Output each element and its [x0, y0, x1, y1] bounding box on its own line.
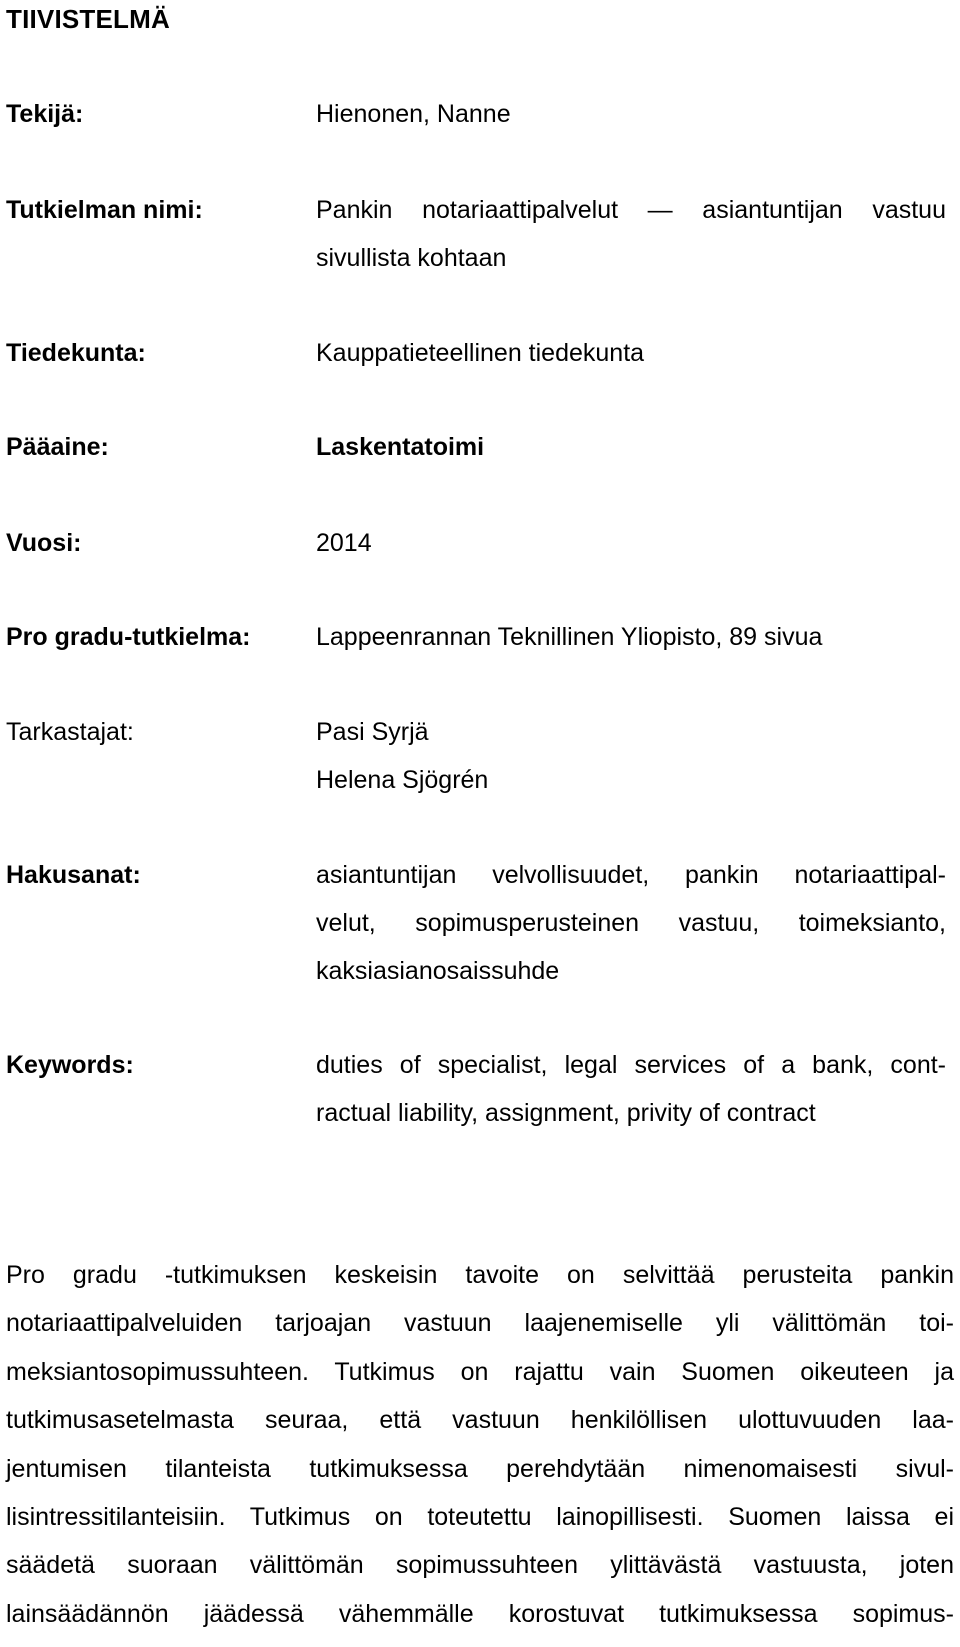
examiner-name: Helena Sjögrén	[316, 766, 489, 794]
year-label: Vuosi:	[6, 529, 82, 557]
abstract-line: tutkimusasetelmasta seuraa, että vastuun henkilöllisen ulottuvuuden laa-	[6, 1406, 954, 1435]
author-value: Hienonen, Nanne	[316, 100, 511, 128]
thesis-type-label: Pro gradu-tutkielma:	[6, 623, 251, 651]
major-label: Pääaine:	[6, 433, 109, 461]
faculty-value: Kauppatieteellinen tiedekunta	[316, 339, 645, 367]
search-terms-line: asiantuntijan velvollisuudet, pankin notariaattipal-	[316, 861, 946, 889]
search-terms-line: kaksiasianosaissuhde	[316, 957, 560, 985]
search-terms-label: Hakusanat:	[6, 861, 141, 889]
keywords-label: Keywords:	[6, 1051, 134, 1079]
thesis-name-value	[316, 195, 946, 291]
keywords-value	[316, 1050, 946, 1146]
abstract-paragraph	[6, 1260, 954, 1647]
abstract-line: jentumisen tilanteista tutkimuksessa perehdytään nimenomaisesti sivul-	[6, 1454, 954, 1483]
thesis-name-line: Pankin notariaattipalvelut — asiantuntijan vastuu	[316, 196, 946, 224]
abstract-line: lisintressitilanteisiin. Tutkimus on toteutettu lainopillisesti. Suomen laissa ei	[6, 1502, 954, 1531]
examiners-label: Tarkastajat:	[6, 718, 134, 746]
faculty-label: Tiedekunta:	[6, 339, 146, 367]
page-title: TIIVISTELMÄ	[6, 4, 170, 34]
examiner-name: Pasi Syrjä	[316, 718, 429, 746]
keywords-line: ractual liability, assignment, privity of contract	[316, 1099, 816, 1127]
major-value: Laskentatoimi	[316, 433, 485, 461]
year-value: 2014	[316, 529, 372, 557]
keywords-line: duties of specialist, legal services of a bank, cont-	[316, 1051, 946, 1079]
abstract-line: notariaattipalveluiden tarjoajan vastuun laajenemiselle yli välittömän toi-	[6, 1309, 954, 1338]
thesis-name-line: sivullista kohtaan	[316, 244, 507, 272]
thesis-name-label: Tutkielman nimi:	[6, 196, 203, 224]
examiners-value	[316, 717, 946, 813]
abstract-line: säädetä suoraan välittömän sopimussuhteen ylittävästä vastuusta, joten	[6, 1551, 954, 1580]
abstract-line: lainsäädännön jäädessä vähemmälle korostuvat tutkimuksessa sopimus-	[6, 1599, 954, 1628]
search-terms-line: velut, sopimusperusteinen vastuu, toimeksianto,	[316, 909, 946, 937]
abstract-line: meksiantosopimussuhteen. Tutkimus on rajattu vain Suomen oikeuteen ja	[6, 1357, 954, 1386]
author-label: Tekijä:	[6, 100, 84, 128]
search-terms-value	[316, 860, 946, 1004]
abstract-line: Pro gradu -tutkimuksen keskeisin tavoite on selvittää perusteita pankin	[6, 1261, 954, 1289]
thesis-type-value: Lappeenrannan Teknillinen Yliopisto, 89 sivua	[316, 623, 823, 651]
